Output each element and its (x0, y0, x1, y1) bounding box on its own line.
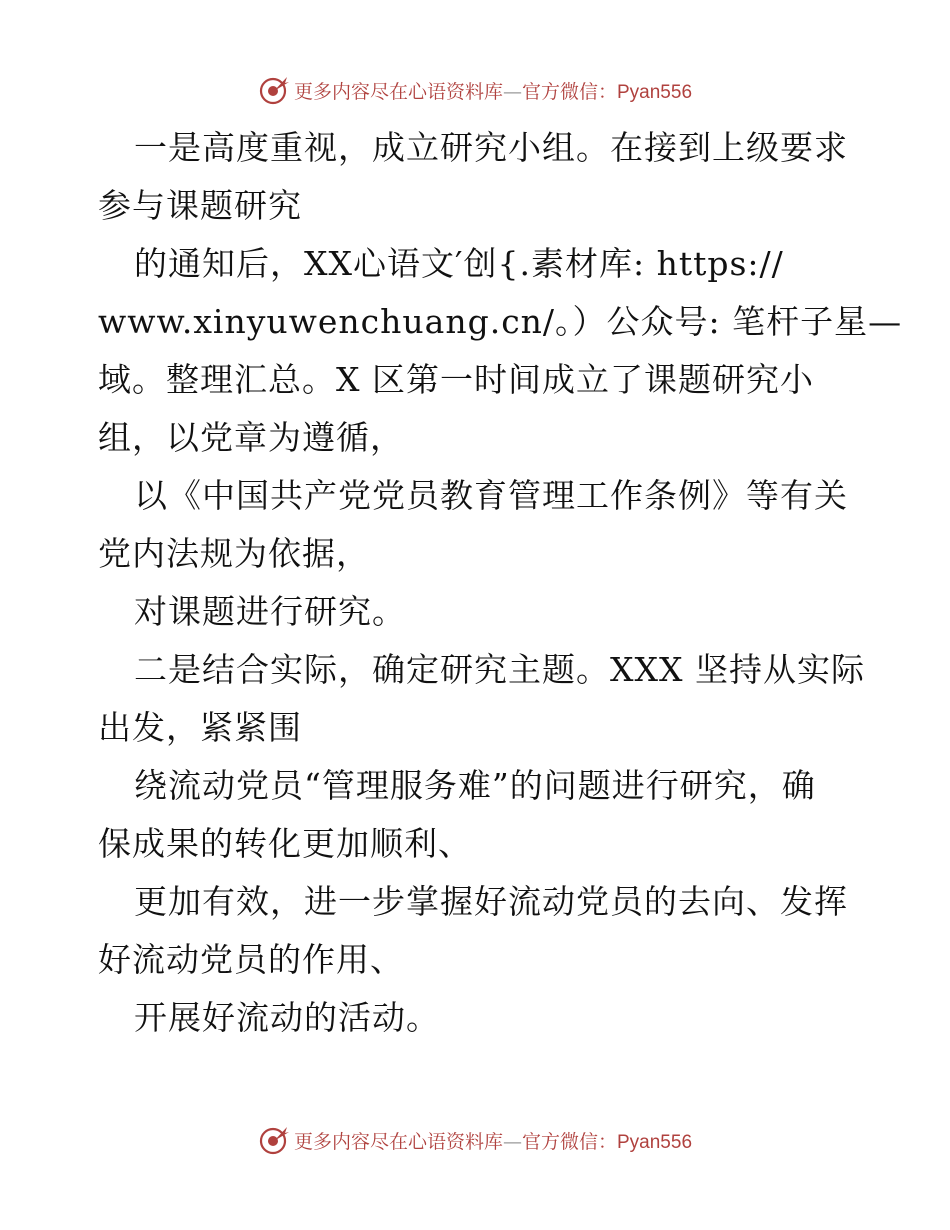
text-line: 开展好流动的活动。 (134, 998, 440, 1037)
text-line: 党内法规为依据， (98, 534, 370, 573)
text-line: 保成果的转化更加顺利、 (98, 824, 472, 863)
watermark-text: 更多内容尽在心语资料库—官方微信：Pyan556 (293, 80, 693, 103)
quill-logo-icon (258, 1124, 290, 1156)
text-line: 更加有效，进一步掌握好流动党员的去向、发挥 (134, 882, 848, 921)
quill-logo-icon (258, 74, 290, 106)
text-line: 绕流动党员“管理服务难”的问题进行研究，确 (134, 766, 816, 805)
text-line: www.xinyuwenchuang.cn/。）公众号: 笔杆子星— (98, 302, 903, 341)
watermark-text: 更多内容尽在心语资料库—官方微信：Pyan556 (293, 1130, 693, 1153)
text-line: 的通知后，XX心语文′创{.素材库: https:// (134, 244, 784, 283)
text-line: 域。整理汇总。X 区第一时间成立了课题研究小 (98, 360, 814, 399)
footer-watermark (0, 1120, 950, 1160)
text-line: 二是结合实际，确定研究主题。XXX 坚持从实际 (134, 650, 865, 689)
text-line: 一是高度重视，成立研究小组。在接到上级要求 (134, 128, 848, 167)
text-line: 好流动党员的作用、 (98, 940, 404, 979)
wechat-account: Pyan556 (617, 81, 693, 103)
text-line: 参与课题研究 (98, 186, 302, 225)
text-line: 组，以党章为遵循， (98, 418, 404, 457)
text-line: 对课题进行研究。 (134, 592, 406, 631)
wechat-account: Pyan556 (617, 1131, 693, 1153)
header-watermark (0, 70, 950, 110)
text-line: 以《中国共产党党员教育管理工作条例》等有关 (134, 476, 848, 515)
text-line: 出发，紧紧围 (98, 708, 302, 747)
